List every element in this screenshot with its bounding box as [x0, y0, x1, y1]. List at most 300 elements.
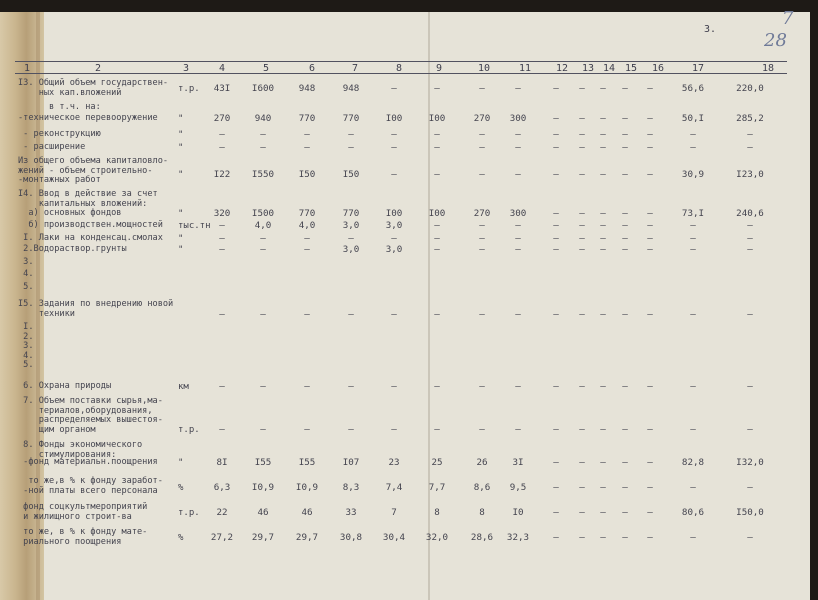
table-cell: – — [304, 424, 310, 435]
table-cell: – — [515, 424, 521, 435]
page-number: 3. — [704, 24, 717, 35]
table-cell: – — [579, 83, 585, 94]
header-col-1: 1 — [24, 63, 31, 74]
row-label: в т.ч. на: — [18, 102, 101, 112]
table-cell: – — [553, 233, 559, 244]
table-cell: – — [690, 233, 696, 244]
row-unit: " — [178, 170, 184, 180]
table-cell: – — [391, 309, 397, 320]
table-cell: – — [219, 220, 225, 231]
row-label: 6. Охрана природы — [18, 381, 112, 391]
table-cell: – — [622, 220, 628, 231]
archive-number-2: 28 — [764, 30, 787, 51]
table-cell: – — [260, 309, 266, 320]
table-cell: 3,0 — [342, 244, 360, 255]
table-cell: – — [434, 381, 440, 392]
table-cell: – — [260, 424, 266, 435]
table-cell: I00 — [428, 113, 446, 124]
row-unit: т.р. — [178, 84, 200, 94]
table-cell: – — [304, 244, 310, 255]
table-cell: – — [600, 457, 606, 468]
table-cell: – — [219, 142, 225, 153]
table-cell: – — [600, 381, 606, 392]
table-cell: – — [479, 309, 485, 320]
table-cell: 240,6 — [736, 208, 764, 219]
table-cell: 4,0 — [298, 220, 316, 231]
table-cell: – — [579, 142, 585, 153]
table-cell: – — [553, 208, 559, 219]
table-cell: – — [579, 457, 585, 468]
table-cell: – — [647, 507, 653, 518]
table-cell: 300 — [509, 113, 527, 124]
table-cell: – — [600, 169, 606, 180]
row-label: 3. — [18, 257, 34, 267]
table-cell: 948 — [298, 83, 316, 94]
table-cell: 73,I — [681, 208, 705, 219]
table-cell: – — [391, 381, 397, 392]
table-cell: 8 — [479, 507, 485, 518]
table-cell: – — [348, 424, 354, 435]
table-cell: – — [479, 129, 485, 140]
table-cell: – — [600, 129, 606, 140]
table-cell: – — [690, 482, 696, 493]
table-cell: – — [747, 309, 753, 320]
table-cell: I550 — [251, 169, 275, 180]
table-cell: 7,7 — [428, 482, 446, 493]
table-cell: – — [600, 208, 606, 219]
table-cell: – — [553, 381, 559, 392]
table-cell: – — [304, 142, 310, 153]
row-label: - реконструкцию — [18, 129, 101, 139]
table-cell: 770 — [342, 208, 360, 219]
table-cell: I07 — [342, 457, 360, 468]
table-cell: – — [647, 208, 653, 219]
row-unit: " — [178, 143, 184, 153]
row-label: I. Лаки на конденсац.смолах — [18, 233, 163, 243]
table-cell: – — [579, 381, 585, 392]
header-col-7: 7 — [352, 63, 359, 74]
table-cell: 82,8 — [681, 457, 705, 468]
table-cell: – — [747, 233, 753, 244]
table-cell: – — [434, 244, 440, 255]
table-cell: – — [600, 482, 606, 493]
header-col-14: 14 — [603, 63, 616, 74]
table-cell: – — [622, 129, 628, 140]
table-cell: – — [579, 220, 585, 231]
table-cell: – — [434, 220, 440, 231]
table-cell: – — [579, 113, 585, 124]
table-cell: – — [479, 83, 485, 94]
row-label: I3. Общий объем государствен- ных кап.вложений — [18, 78, 169, 98]
table-cell: – — [647, 424, 653, 435]
table-cell: – — [579, 208, 585, 219]
table-cell: 43I — [213, 83, 231, 94]
table-cell: – — [348, 381, 354, 392]
table-cell: – — [479, 142, 485, 153]
row-label: 2.Водораствор.грунты — [18, 244, 127, 254]
header-col-4: 4 — [219, 63, 226, 74]
table-cell: – — [600, 233, 606, 244]
header-col-8: 8 — [396, 63, 403, 74]
table-cell: – — [553, 507, 559, 518]
table-cell: I55 — [298, 457, 316, 468]
table-cell: – — [600, 309, 606, 320]
table-cell: – — [647, 244, 653, 255]
table-cell: – — [348, 309, 354, 320]
row-unit: " — [178, 245, 184, 255]
table-cell: 300 — [509, 208, 527, 219]
table-cell: 770 — [342, 113, 360, 124]
table-cell: 270 — [473, 113, 491, 124]
table-cell: – — [348, 142, 354, 153]
header-col-6: 6 — [309, 63, 316, 74]
row-label: I5. Задания по внедрению новой техники — [18, 299, 174, 319]
table-cell: – — [515, 169, 521, 180]
row-label: а) основных фондов — [18, 208, 122, 218]
table-cell: – — [647, 220, 653, 231]
row-label: -фонд материальн.поощрения — [18, 457, 158, 467]
row-unit: тыс.тн — [178, 221, 211, 231]
table-cell: 29,7 — [251, 532, 275, 543]
table-cell: – — [600, 113, 606, 124]
table-cell: – — [690, 381, 696, 392]
table-cell: 948 — [342, 83, 360, 94]
table-cell: 56,6 — [681, 83, 705, 94]
table-cell: 8,6 — [473, 482, 491, 493]
header-rule-top — [15, 61, 787, 62]
table-cell: – — [434, 233, 440, 244]
table-cell: 80,6 — [681, 507, 705, 518]
table-cell: 46 — [301, 507, 313, 518]
table-cell: – — [622, 309, 628, 320]
table-cell: 4,0 — [254, 220, 272, 231]
table-cell: I0 — [512, 507, 524, 518]
table-cell: – — [647, 532, 653, 543]
table-cell: – — [553, 220, 559, 231]
table-cell: 33 — [345, 507, 357, 518]
table-cell: 50,I — [681, 113, 705, 124]
table-cell: I600 — [251, 83, 275, 94]
table-cell: 8 — [434, 507, 440, 518]
table-cell: – — [219, 233, 225, 244]
row-unit: " — [178, 458, 184, 468]
table-cell: – — [479, 169, 485, 180]
table-cell: 23 — [388, 457, 400, 468]
table-cell: – — [515, 233, 521, 244]
table-cell: – — [579, 482, 585, 493]
header-col-18: 18 — [762, 63, 775, 74]
header-col-13: 13 — [582, 63, 595, 74]
table-cell: – — [553, 457, 559, 468]
table-cell: – — [553, 482, 559, 493]
table-cell: 770 — [298, 208, 316, 219]
row-unit: % — [178, 533, 184, 543]
table-cell: – — [391, 142, 397, 153]
table-cell: 32,0 — [425, 532, 449, 543]
table-cell: – — [690, 424, 696, 435]
table-cell: I0,9 — [295, 482, 319, 493]
table-cell: – — [600, 424, 606, 435]
table-cell: – — [600, 220, 606, 231]
table-cell: 32,3 — [506, 532, 530, 543]
table-cell: – — [647, 381, 653, 392]
table-cell: – — [515, 83, 521, 94]
table-cell: – — [747, 142, 753, 153]
row-unit: % — [178, 483, 184, 493]
table-cell: 30,8 — [339, 532, 363, 543]
table-cell: – — [622, 233, 628, 244]
row-label: 8. Фонды экономического стимулирования: — [23, 440, 143, 460]
table-cell: – — [622, 381, 628, 392]
header-col-11: 11 — [519, 63, 532, 74]
table-cell: – — [304, 129, 310, 140]
scan-frame-right — [810, 0, 818, 600]
table-cell: I00 — [428, 208, 446, 219]
table-cell: 270 — [473, 208, 491, 219]
table-cell: – — [260, 129, 266, 140]
header-col-15: 15 — [625, 63, 638, 74]
row-unit: т.р. — [178, 508, 200, 518]
table-cell: – — [622, 113, 628, 124]
table-cell: 7 — [391, 507, 397, 518]
table-cell: – — [304, 309, 310, 320]
table-cell: – — [747, 381, 753, 392]
table-cell: – — [600, 142, 606, 153]
row-label: 4. — [18, 269, 34, 279]
table-cell: I00 — [385, 208, 403, 219]
table-cell: – — [647, 457, 653, 468]
table-cell: – — [600, 532, 606, 543]
row-label: - расширение — [18, 142, 86, 152]
table-cell: – — [553, 309, 559, 320]
table-cell: – — [622, 424, 628, 435]
table-cell: 940 — [254, 113, 272, 124]
table-cell: – — [747, 482, 753, 493]
table-cell: – — [434, 169, 440, 180]
table-cell: – — [647, 233, 653, 244]
row-unit: " — [178, 209, 184, 219]
table-cell: 285,2 — [736, 113, 764, 124]
table-cell: – — [260, 233, 266, 244]
row-label: б) производствен.мощностей — [18, 220, 163, 230]
table-cell: – — [219, 424, 225, 435]
table-cell: 3,0 — [385, 244, 403, 255]
table-cell: – — [690, 129, 696, 140]
table-cell: 26 — [476, 457, 488, 468]
table-cell: – — [391, 129, 397, 140]
table-cell: 30,4 — [382, 532, 406, 543]
row-label: 5. — [18, 282, 34, 292]
table-cell: – — [260, 142, 266, 153]
row-unit: " — [178, 114, 184, 124]
table-cell: 320 — [213, 208, 231, 219]
table-cell: 770 — [298, 113, 316, 124]
table-cell: 8I — [216, 457, 228, 468]
table-cell: – — [579, 244, 585, 255]
table-cell: – — [600, 83, 606, 94]
header-col-2: 2 — [95, 63, 102, 74]
table-cell: I500 — [251, 208, 275, 219]
table-cell: I23,0 — [736, 169, 764, 180]
table-cell: – — [479, 220, 485, 231]
table-cell: – — [690, 244, 696, 255]
table-cell: – — [515, 381, 521, 392]
table-cell: – — [747, 424, 753, 435]
table-cell: 7,4 — [385, 482, 403, 493]
table-cell: – — [647, 113, 653, 124]
table-cell: – — [348, 233, 354, 244]
table-cell: – — [479, 233, 485, 244]
table-cell: – — [579, 424, 585, 435]
table-cell: – — [690, 309, 696, 320]
table-cell: – — [434, 309, 440, 320]
header-col-9: 9 — [436, 63, 443, 74]
table-cell: 6,3 — [213, 482, 231, 493]
table-cell: – — [553, 142, 559, 153]
table-cell: – — [622, 83, 628, 94]
table-cell: – — [579, 309, 585, 320]
table-cell: 3I — [512, 457, 524, 468]
table-cell: 28,6 — [470, 532, 494, 543]
table-cell: I32,0 — [736, 457, 764, 468]
table-cell: – — [434, 424, 440, 435]
table-cell: – — [479, 244, 485, 255]
table-cell: – — [647, 309, 653, 320]
row-label: I. 2. 3. 4. 5. — [23, 322, 34, 370]
header-col-16: 16 — [652, 63, 665, 74]
table-cell: – — [747, 244, 753, 255]
table-cell: – — [260, 381, 266, 392]
table-cell: 8,3 — [342, 482, 360, 493]
table-cell: – — [622, 457, 628, 468]
row-label: то же, в % к фонду мате- риального поощрения — [23, 527, 148, 547]
row-unit: т.р. — [178, 425, 200, 435]
header-col-17: 17 — [692, 63, 705, 74]
table-cell: 3,0 — [342, 220, 360, 231]
table-cell: 220,0 — [736, 83, 764, 94]
table-cell: – — [553, 532, 559, 543]
table-cell: – — [647, 482, 653, 493]
table-cell: 9,5 — [509, 482, 527, 493]
row-label: то же,в % к фонду заработ- -ной платы всего персонала — [23, 476, 163, 496]
table-cell: – — [219, 381, 225, 392]
table-cell: – — [553, 113, 559, 124]
table-cell: – — [515, 142, 521, 153]
table-cell: – — [219, 309, 225, 320]
table-cell: – — [747, 532, 753, 543]
table-cell: – — [219, 244, 225, 255]
table-cell: I22 — [213, 169, 231, 180]
table-cell: – — [622, 532, 628, 543]
table-cell: – — [647, 129, 653, 140]
table-cell: – — [579, 507, 585, 518]
table-cell: – — [579, 532, 585, 543]
table-cell: – — [260, 244, 266, 255]
table-cell: – — [391, 169, 397, 180]
table-cell: – — [515, 220, 521, 231]
table-cell: – — [647, 83, 653, 94]
table-cell: 29,7 — [295, 532, 319, 543]
table-cell: 25 — [431, 457, 443, 468]
row-unit: " — [178, 130, 184, 140]
row-label: 7. Объем поставки сырья,ма- териалов,оборудования, распределяемых вышестоя- щим органом — [23, 396, 163, 435]
table-cell: 46 — [257, 507, 269, 518]
table-cell: – — [479, 424, 485, 435]
table-cell: – — [515, 129, 521, 140]
table-cell: – — [747, 220, 753, 231]
table-cell: – — [434, 129, 440, 140]
table-cell: I50 — [342, 169, 360, 180]
table-cell: – — [622, 507, 628, 518]
table-cell: – — [622, 208, 628, 219]
table-cell: – — [622, 244, 628, 255]
table-cell: – — [579, 129, 585, 140]
table-cell: – — [391, 424, 397, 435]
table-cell: I0,9 — [251, 482, 275, 493]
table-cell: – — [553, 424, 559, 435]
table-cell: I50,0 — [736, 507, 764, 518]
table-cell: – — [690, 142, 696, 153]
table-cell: – — [600, 507, 606, 518]
table-cell: – — [479, 381, 485, 392]
table-cell: – — [434, 83, 440, 94]
table-cell: – — [579, 169, 585, 180]
table-cell: – — [391, 83, 397, 94]
table-cell: – — [434, 142, 440, 153]
table-cell: – — [622, 142, 628, 153]
table-cell: – — [622, 482, 628, 493]
table-cell: – — [553, 169, 559, 180]
table-cell: – — [553, 129, 559, 140]
row-label: фонд соцкультмероприятий и жилищного строит-ва — [23, 502, 148, 522]
table-cell: – — [348, 129, 354, 140]
row-unit: км — [178, 382, 189, 392]
table-cell: – — [690, 532, 696, 543]
table-cell: – — [553, 83, 559, 94]
row-label: Из общего объема капиталовло- жений - объем строительно- -монтажных работ — [18, 156, 169, 185]
table-cell: 27,2 — [210, 532, 234, 543]
table-cell: I50 — [298, 169, 316, 180]
table-cell: – — [600, 244, 606, 255]
header-col-5: 5 — [263, 63, 270, 74]
table-cell: – — [553, 244, 559, 255]
table-cell: – — [515, 244, 521, 255]
table-cell: – — [391, 233, 397, 244]
table-cell: 22 — [216, 507, 228, 518]
table-cell: – — [747, 129, 753, 140]
header-col-12: 12 — [556, 63, 569, 74]
table-cell: – — [515, 309, 521, 320]
table-cell: – — [219, 129, 225, 140]
row-unit: " — [178, 234, 184, 244]
archive-number-1: 7 — [782, 8, 794, 29]
table-cell: I55 — [254, 457, 272, 468]
table-cell: – — [579, 233, 585, 244]
header-col-3: 3 — [183, 63, 190, 74]
row-label: -техническое перевооружение — [18, 113, 158, 123]
table-cell: – — [622, 169, 628, 180]
table-cell: – — [690, 220, 696, 231]
header-col-10: 10 — [478, 63, 491, 74]
table-cell: – — [304, 233, 310, 244]
table-cell: 270 — [213, 113, 231, 124]
row-label: I4. Ввод в действие за счет капитальных вложений: — [18, 189, 158, 209]
table-cell: – — [647, 142, 653, 153]
table-cell: 3,0 — [385, 220, 403, 231]
table-cell: 30,9 — [681, 169, 705, 180]
table-cell: – — [647, 169, 653, 180]
table-cell: – — [304, 381, 310, 392]
